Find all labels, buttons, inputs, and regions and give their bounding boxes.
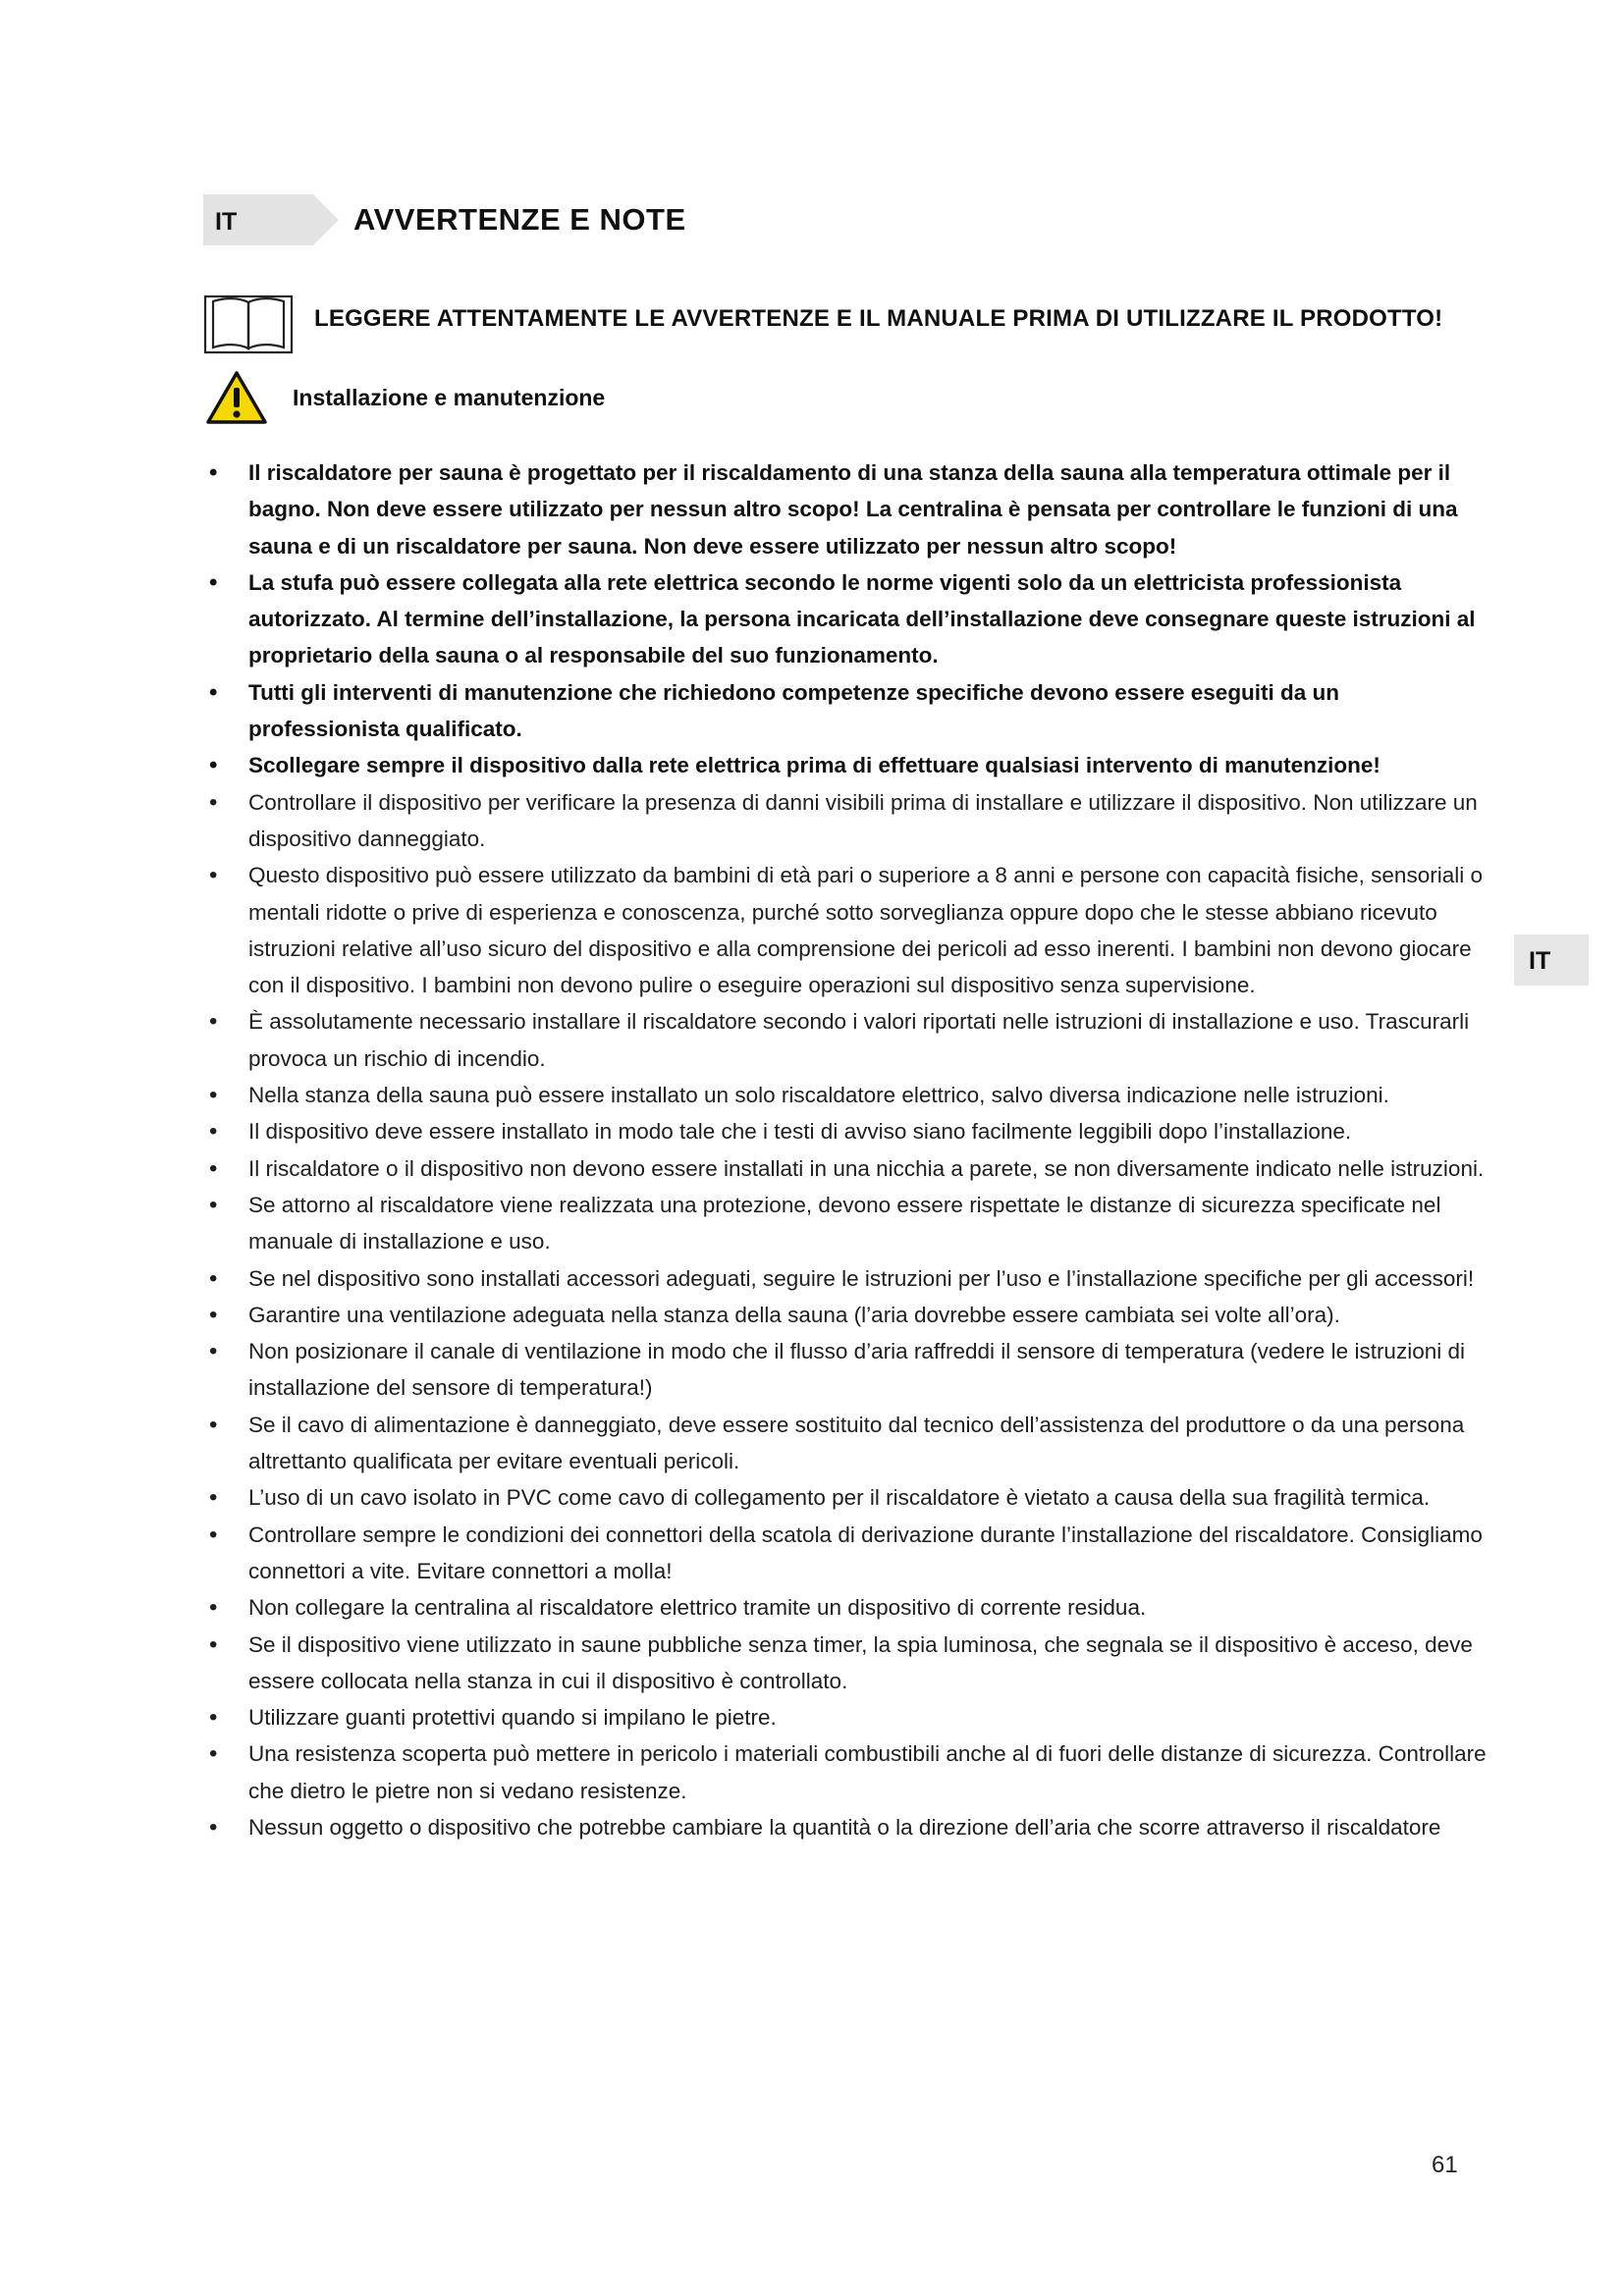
list-item: • Il dispositivo deve essere installato in modo tale che i testi di avviso siano facilmente leggibili dopo l’installazione. xyxy=(201,1113,1488,1149)
language-tab-label: IT xyxy=(215,208,238,236)
side-language-tab xyxy=(1514,934,1589,986)
list-item: • Se attorno al riscaldatore viene realizzata una protezione, devono essere rispettate le distanze di sicurezza specificate nel manuale di installazione e uso. xyxy=(201,1187,1488,1260)
list-item: • Se nel dispositivo sono installati accessori adeguati, seguire le istruzioni per l’uso e l’installazione specifiche per gli accessori! xyxy=(201,1260,1488,1297)
section-title: AVVERTENZE E NOTE xyxy=(353,202,686,237)
list-item: • Questo dispositivo può essere utilizzato da bambini di età pari o superiore a 8 anni e persone con capacità fisiche, sensoriali o mentali ridotte o prive di esperienza e conoscenza, purché sotto sorveglianza oppure dopo che le stesse abbiano ricevuto istruzioni relative all’uso sicuro del dispositivo e alla comprensione dei pericoli ad esso inerenti. I bambini non devono giocare con il dispositivo. I bambini non devono pulire o eseguire operazioni sul dispositivo senza supervisione. xyxy=(201,857,1488,1003)
list-item: • Scollegare sempre il dispositivo dalla rete elettrica prima di effettuare qualsiasi intervento di manutenzione! xyxy=(201,747,1488,783)
list-item: • Se il cavo di alimentazione è danneggiato, deve essere sostituito dal tecnico dell’assistenza del produttore o da una persona altrettanto qualificata per evitare eventuali pericoli. xyxy=(201,1407,1488,1480)
list-item: • Garantire una ventilazione adeguata nella stanza della sauna (l’aria dovrebbe essere cambiata sei volte all’ora). xyxy=(201,1297,1488,1333)
subheading-installation: Installazione e manutenzione xyxy=(293,385,606,410)
read-manual-warning: LEGGERE ATTENTAMENTE LE AVVERTENZE E IL MANUALE PRIMA DI UTILIZZARE IL PRODOTTO! xyxy=(314,305,1443,332)
list-item: • Utilizzare guanti protettivi quando si impilano le pietre. xyxy=(201,1699,1488,1735)
list-item: • È assolutamente necessario installare il riscaldatore secondo i valori riportati nelle istruzioni di installazione e uso. Trascurarli provoca un rischio di incendio. xyxy=(201,1003,1488,1077)
list-item: • Controllare il dispositivo per verificare la presenza di danni visibili prima di installare e utilizzare il dispositivo. Non utilizzare un dispositivo danneggiato. xyxy=(201,784,1488,858)
list-item: • Non posizionare il canale di ventilazione in modo che il flusso d’aria raffreddi il sensore di temperatura (vedere le istruzioni di installazione del sensore di temperatura!) xyxy=(201,1333,1488,1407)
page-number: 61 xyxy=(1432,2152,1458,2178)
warnings-list xyxy=(201,454,1488,1845)
list-item: • Non collegare la centralina al riscaldatore elettrico tramite un dispositivo di corrente residua. xyxy=(201,1589,1488,1626)
list-item: • Tutti gli interventi di manutenzione che richiedono competenze specifiche devono essere eseguiti da un professionista qualificato. xyxy=(201,674,1488,748)
list-item: • Se il dispositivo viene utilizzato in saune pubbliche senza timer, la spia luminosa, che segnala se il dispositivo è acceso, deve essere collocata nella stanza in cui il dispositivo è controllato. xyxy=(201,1627,1488,1700)
list-item: • L’uso di un cavo isolato in PVC come cavo di collegamento per il riscaldatore è vietato a causa della sua fragilità termica. xyxy=(201,1479,1488,1516)
list-item: • Il riscaldatore o il dispositivo non devono essere installati in una nicchia a parete, se non diversamente indicato nelle istruzioni. xyxy=(201,1150,1488,1187)
list-item: • Il riscaldatore per sauna è progettato per il riscaldamento di una stanza della sauna alla temperatura ottimale per il bagno. Non deve essere utilizzato per nessun altro scopo! La centralina è pensata per controllare le funzioni di una sauna e di un riscaldatore per sauna. Non deve essere utilizzato per nessun altro scopo! xyxy=(201,454,1488,564)
language-tab xyxy=(203,194,341,245)
list-item: • Una resistenza scoperta può mettere in pericolo i materiali combustibili anche al di fuori delle distanze di sicurezza. Controllare che dietro le pietre non si vedano resistenze. xyxy=(201,1735,1488,1809)
list-item: • Nella stanza della sauna può essere installato un solo riscaldatore elettrico, salvo diversa indicazione nelle istruzioni. xyxy=(201,1077,1488,1113)
warning-triangle-icon xyxy=(205,370,268,425)
list-item: • Controllare sempre le condizioni dei connettori della scatola di derivazione durante l’installazione del riscaldatore. Consigliamo connettori a vite. Evitare connettori a molla! xyxy=(201,1517,1488,1590)
list-item: • Nessun oggetto o dispositivo che potrebbe cambiare la quantità o la direzione dell’aria che scorre attraverso il riscaldatore xyxy=(201,1809,1488,1845)
side-language-tab-label: IT xyxy=(1529,947,1551,975)
open-book-icon xyxy=(203,293,294,355)
list-item: • La stufa può essere collegata alla rete elettrica secondo le norme vigenti solo da un elettricista professionista autorizzato. Al termine dell’installazione, la persona incaricata dell’installazione deve consegnare queste istruzioni al proprietario della sauna o al responsabile del suo funzionamento. xyxy=(201,564,1488,674)
